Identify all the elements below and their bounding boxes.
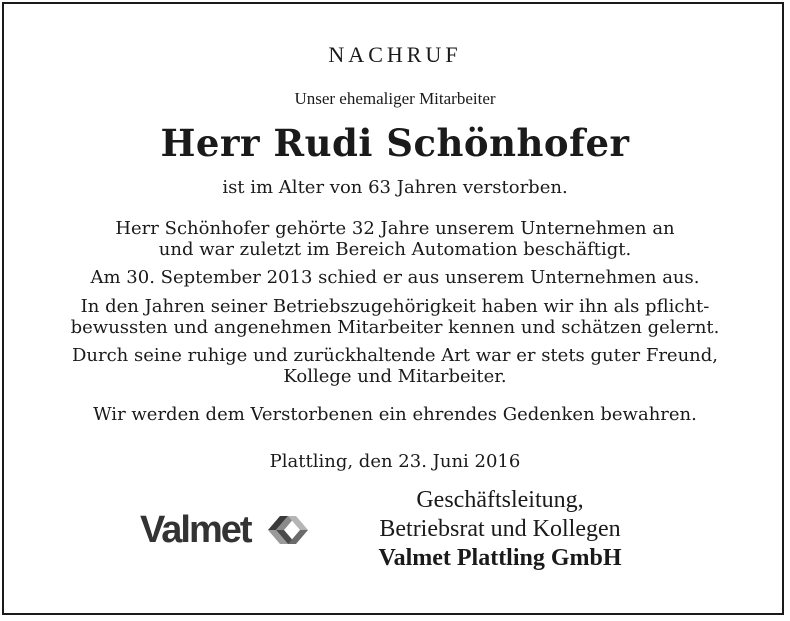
paragraph-line: Durch seine ruhige und zurückhaltende Art war er stets guter Freund, [71,345,719,366]
signature-line-council: Betriebsrat und Kollegen [379,516,621,542]
paragraph-service [0,218,790,260]
paragraph-line: Am 30. September 2013 schied er aus unserem Unternehmen aus. [90,267,700,288]
place-date: Plattling, den 23. Juni 2016 [269,451,521,472]
signature-line-management: Geschäftsleitung, [416,487,584,513]
intro-line: Unser ehemaliger Mitarbeiter [294,89,496,108]
paragraph-line: Wir werden dem Verstorbenen ein ehrendes Gedenken bewahren. [93,404,697,425]
paragraph-retirement [0,267,790,288]
notice-heading: NACHRUF [328,42,462,67]
paragraph-line: Herr Schönhofer gehörte 32 Jahre unserem Unternehmen an [115,218,675,239]
paragraph-line: Kollege und Mitarbeiter. [283,366,507,387]
valmet-logo [140,508,320,552]
paragraph-age [0,177,790,198]
valmet-diamond-icon [266,512,310,548]
paragraph-appreciation [0,296,790,338]
paragraph-line: und war zuletzt im Bereich Automation beschäftigt. [158,239,632,260]
paragraph-character [0,345,790,387]
paragraph-remembrance [0,404,790,425]
paragraph-line: In den Jahren seiner Betriebszugehörigkeit haben wir ihn als pflicht- [80,296,710,317]
logo-wordmark: Valmet [140,509,251,551]
paragraph-line: ist im Alter von 63 Jahren verstorben. [222,177,568,198]
deceased-name: Herr Rudi Schönhofer [160,121,630,165]
paragraph-line: bewussten und angenehmen Mitarbeiter kennen und schätzen gelernt. [70,317,720,338]
signature-line-company: Valmet Plattling GmbH [378,545,622,571]
